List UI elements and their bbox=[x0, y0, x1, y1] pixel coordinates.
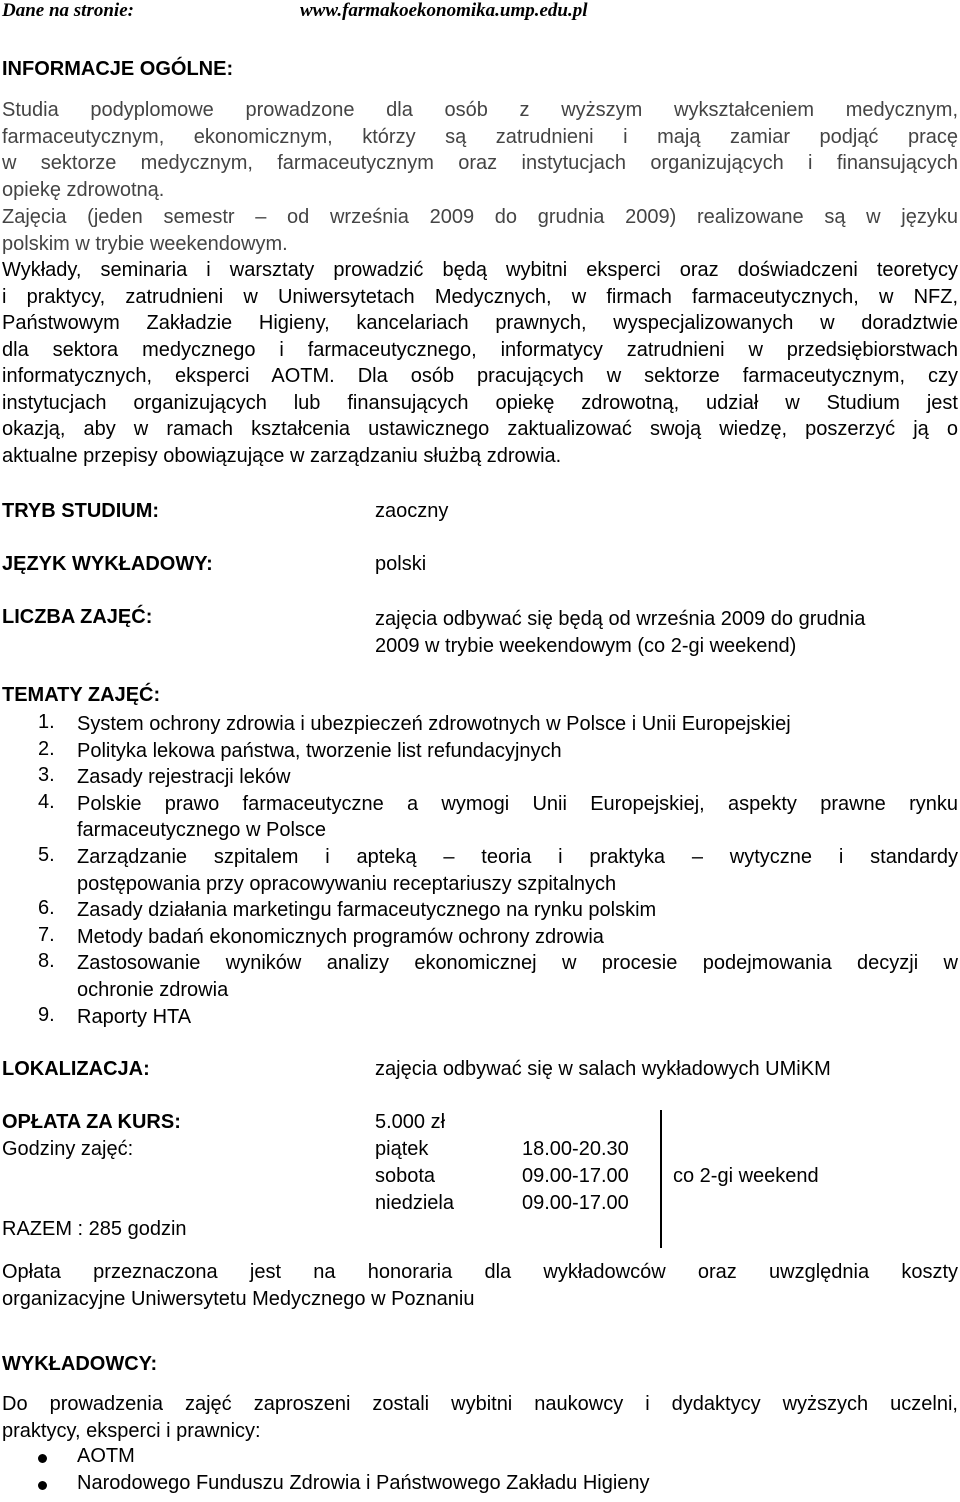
topic-text: Zasady rejestracji leków bbox=[77, 766, 291, 789]
paragraph-line: Państwowym Zakładzie Higieny, kancelariach prawnych, wyspecjalizowanych w doradztwie bbox=[2, 312, 958, 334]
class-count-line: 2009 w trybie weekendowym (co 2-gi weekend) bbox=[375, 635, 797, 657]
topic-number: 3. bbox=[38, 764, 55, 787]
general-paragraph-1 bbox=[2, 97, 958, 203]
list-item bbox=[0, 764, 958, 791]
paragraph-line: opiekę zdrowotną. bbox=[2, 178, 165, 201]
schedule-time: 09.00-17.00 bbox=[522, 1165, 629, 1187]
total-hours: RAZEM : 285 godzin bbox=[2, 1218, 187, 1240]
bullet-icon bbox=[38, 1481, 47, 1490]
schedule-divider bbox=[660, 1110, 662, 1248]
schedule-time: 18.00-20.30 bbox=[522, 1138, 629, 1160]
paragraph-line: Zajęcia (jeden semestr – od września 2009 do grudnia 2009) realizowane są w języku bbox=[2, 206, 958, 228]
topic-text: Polskie prawo farmaceutyczne a wymogi Unii Europejskiej, aspekty prawne rynku bbox=[77, 792, 958, 815]
study-mode-label: TRYB STUDIUM: bbox=[2, 500, 160, 522]
fee-value: 5.000 zł bbox=[375, 1111, 446, 1133]
list-item bbox=[0, 950, 958, 1003]
lecturers-heading: WYKŁADOWCY: bbox=[2, 1353, 158, 1375]
paragraph-line: polskim w trybie weekendowym. bbox=[2, 232, 288, 255]
schedule-day: piątek bbox=[375, 1138, 429, 1160]
language-value: polski bbox=[375, 553, 427, 575]
list-item bbox=[0, 897, 958, 924]
topic-number: 8. bbox=[38, 950, 55, 973]
topics-list bbox=[0, 711, 958, 1030]
schedule-time: 09.00-17.00 bbox=[522, 1192, 629, 1214]
topic-text: Zarządzanie szpitalem i apteką – teoria i praktyka – wytyczne i standardy bbox=[77, 845, 958, 868]
general-paragraph-2 bbox=[2, 204, 958, 257]
topic-text: Metody badań ekonomicznych programów ochrony zdrowia bbox=[77, 925, 604, 948]
location-label: LOKALIZACJA: bbox=[2, 1058, 150, 1080]
list-item bbox=[0, 738, 958, 765]
study-mode-value: zaoczny bbox=[375, 500, 449, 522]
lecturer-item: Narodowego Funduszu Zdrowia i Państwowego Zakładu Higieny bbox=[77, 1472, 650, 1494]
paragraph-line: okazją, aby w ramach kształcenia ustawicznego zaktualizować swoją wiedzę, poszerzyć ją o bbox=[2, 418, 958, 440]
lecturers-intro bbox=[2, 1391, 958, 1444]
topic-number: 7. bbox=[38, 923, 55, 946]
bullet-icon bbox=[38, 1454, 47, 1463]
paragraph-line: praktycy, eksperci i prawnicy: bbox=[2, 1419, 261, 1442]
paragraph-line: w sektorze medycznym, farmaceutycznym oraz instytucjach organizujących i finansujących bbox=[2, 152, 958, 174]
topic-number: 6. bbox=[38, 897, 55, 920]
topic-number: 2. bbox=[38, 737, 55, 760]
topic-text: ochronie zdrowia bbox=[77, 978, 229, 1001]
list-item bbox=[0, 844, 958, 897]
fee-purpose bbox=[2, 1259, 958, 1312]
language-label: JĘZYK WYKŁADOWY: bbox=[2, 553, 213, 575]
topic-number: 4. bbox=[38, 790, 55, 813]
topic-text: System ochrony zdrowia i ubezpieczeń zdrowotnych w Polsce i Unii Europejskiej bbox=[77, 713, 791, 735]
paragraph-line: aktualne przepisy obowiązujące w zarządzaniu służbą zdrowia. bbox=[2, 444, 562, 467]
topic-text: Polityka lekowa państwa, tworzenie list refundacyjnych bbox=[77, 739, 562, 762]
paragraph-line: Do prowadzenia zajęć zaproszeni zostali wybitni naukowcy i dydaktycy wyższych uczelni, bbox=[2, 1393, 958, 1415]
schedule-day: sobota bbox=[375, 1165, 436, 1187]
list-item bbox=[0, 711, 958, 738]
list-item bbox=[0, 1004, 958, 1031]
paragraph-line: informatycznych, eksperci AOTM. Dla osób pracujących w sektorze farmaceutycznym, czy bbox=[2, 365, 958, 387]
topics-heading: TEMATY ZAJĘĆ: bbox=[2, 684, 161, 706]
paragraph-line: Opłata przeznaczona jest na honoraria dla wykładowców oraz uwzględnia koszty bbox=[2, 1261, 958, 1283]
topic-number: 1. bbox=[38, 711, 55, 733]
paragraph-line: Studia podyplomowe prowadzone dla osób z wyższym wykształceniem medycznym, bbox=[2, 99, 958, 121]
general-heading: INFORMACJE OGÓLNE: bbox=[2, 58, 234, 80]
topic-number: 9. bbox=[38, 1003, 55, 1026]
paragraph-line: farmaceutycznym, ekonomicznym, którzy są zatrudnieni i mają zamiar podjąć pracę bbox=[2, 125, 958, 148]
topic-text: farmaceutycznego w Polsce bbox=[77, 819, 327, 842]
general-paragraph-3 bbox=[2, 257, 958, 469]
paragraph-line: i praktycy, zatrudnieni w Uniwersytetach Medycznych, w firmach farmaceutycznych, w NFZ, bbox=[2, 285, 958, 308]
fee-label: OPŁATA ZA KURS: bbox=[2, 1111, 181, 1133]
class-count-value bbox=[375, 606, 865, 660]
topic-text: postępowania przy opracowywaniu receptariuszy szpitalnych bbox=[77, 872, 617, 895]
hours-label: Godziny zajęć: bbox=[2, 1138, 134, 1160]
list-item bbox=[0, 924, 958, 951]
list-item bbox=[0, 791, 958, 844]
paragraph-line: organizacyjne Uniwersytetu Medycznego w Poznaniu bbox=[2, 1287, 475, 1310]
class-count-label: LICZBA ZAJĘĆ: bbox=[2, 606, 153, 628]
location-value: zajęcia odbywać się w salach wykładowych UMiKM bbox=[375, 1058, 831, 1080]
paragraph-line: instytucjach organizujących lub finansujących opiekę zdrowotną, udział w Studium jest bbox=[2, 391, 958, 414]
topic-text: Zastosowanie wyników analizy ekonomicznej w procesie podejmowania decyzji w bbox=[77, 952, 958, 975]
header-url: www.farmakoekonomika.ump.edu.pl bbox=[300, 0, 588, 21]
topic-number: 5. bbox=[38, 843, 55, 866]
paragraph-line: Wykłady, seminaria i warsztaty prowadzić będą wybitni eksperci oraz doświadczeni teoretycy bbox=[2, 259, 958, 281]
class-count-line: zajęcia odbywać się będą od września 2009 do grudnia bbox=[375, 608, 866, 630]
header-left-label: Dane na stronie: bbox=[2, 0, 134, 21]
lecturer-item: AOTM bbox=[77, 1445, 135, 1467]
topic-text: Raporty HTA bbox=[77, 1005, 192, 1028]
schedule-note: co 2-gi weekend bbox=[673, 1165, 819, 1187]
paragraph-line: dla sektora medycznego i farmaceutycznego, informatycy zatrudnieni w przedsiębiorstwach bbox=[2, 338, 958, 361]
topic-text: Zasady działania marketingu farmaceutycznego na rynku polskim bbox=[77, 899, 657, 922]
schedule-day: niedziela bbox=[375, 1192, 454, 1214]
